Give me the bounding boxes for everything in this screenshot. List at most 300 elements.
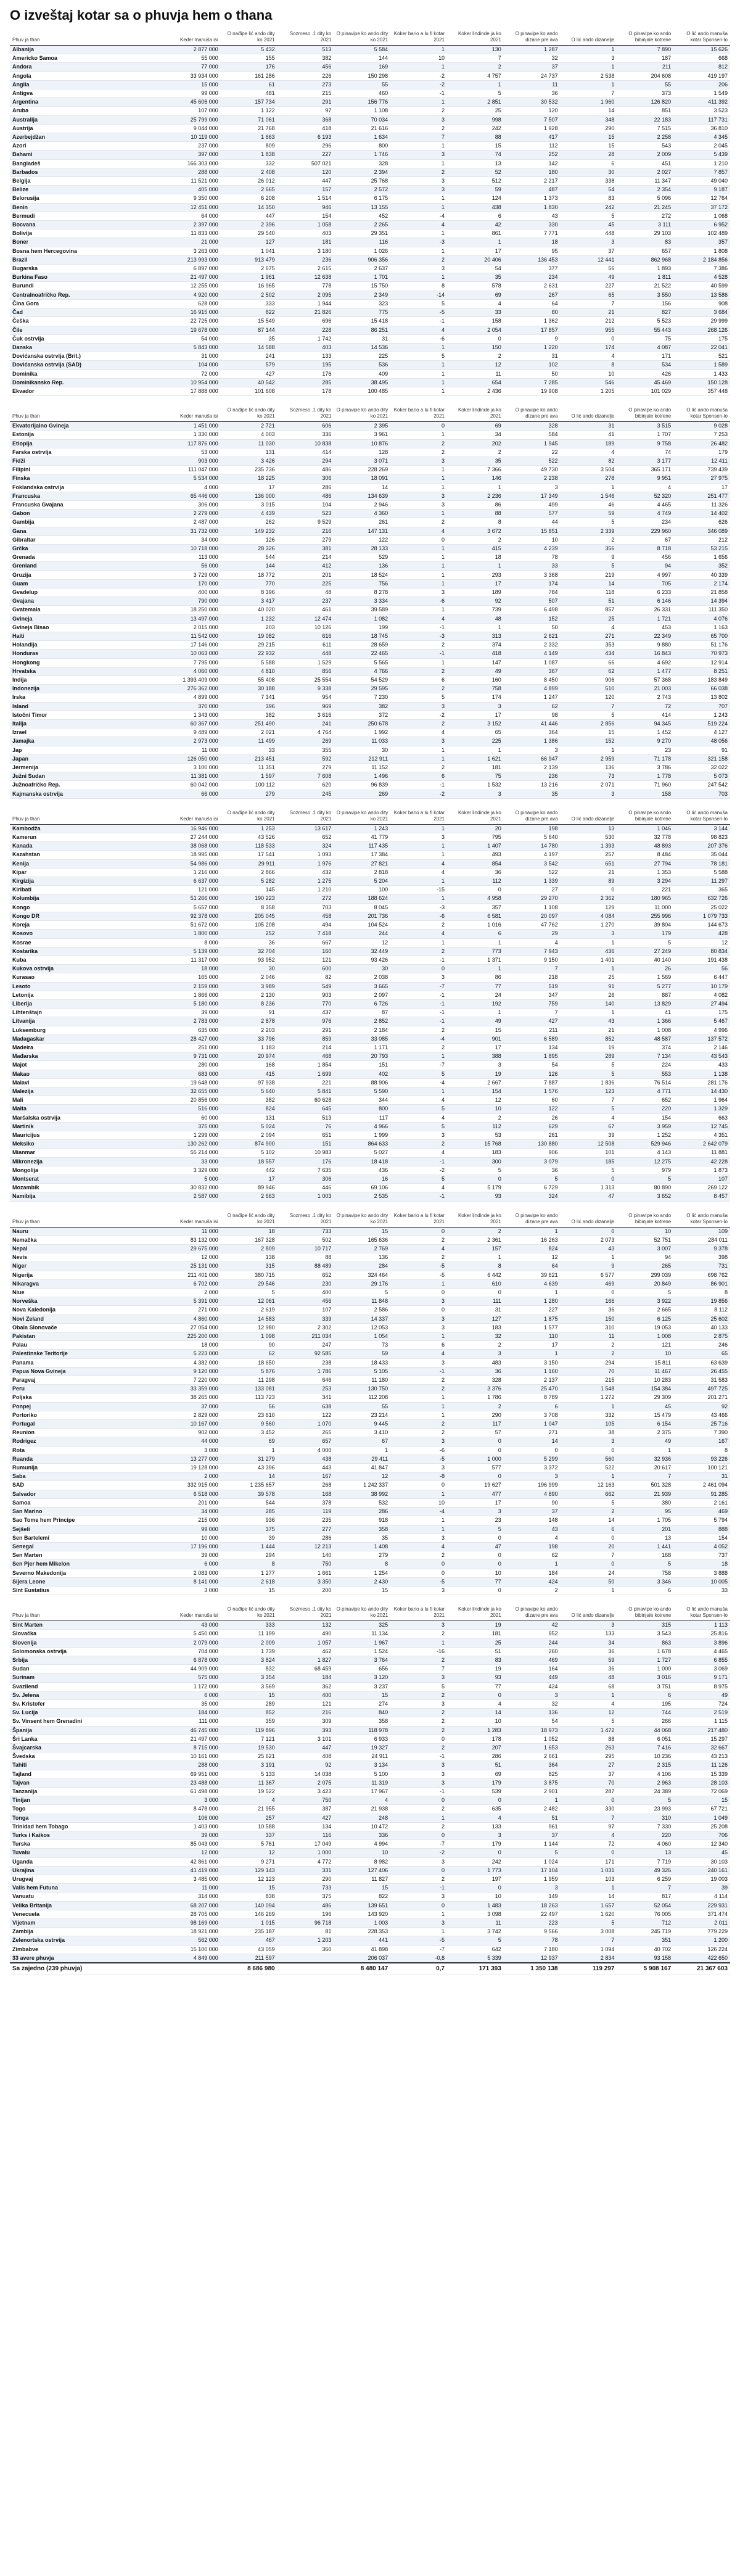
table-cell: 11 000 — [617, 903, 673, 912]
table-cell: 179 — [447, 1778, 504, 1787]
table-cell: 954 — [278, 693, 334, 702]
table-cell: 1 944 — [278, 299, 334, 308]
table-cell: 294 — [221, 1551, 278, 1560]
table-cell: 286 — [334, 1508, 390, 1516]
country-name: Rodrigez — [10, 1437, 164, 1446]
table-cell: 3 — [390, 1761, 447, 1770]
country-name: Irska — [10, 693, 164, 702]
table-row — [10, 1149, 730, 1157]
table-cell: 0 — [390, 1735, 447, 1743]
table-cell: 14 — [504, 1437, 561, 1446]
country-name: Nova Kaledonija — [10, 1306, 164, 1315]
table-cell: 324 464 — [334, 1271, 390, 1279]
table-cell: 7 — [561, 299, 617, 308]
table-cell: 778 — [278, 282, 334, 291]
table-row — [10, 439, 730, 448]
table-cell: 3 485 000 — [164, 1875, 221, 1884]
table-cell: 2 161 — [673, 1498, 730, 1507]
table-cell: 344 — [334, 1096, 390, 1105]
table-cell: 0 — [447, 1534, 504, 1542]
table-cell: 3 069 — [673, 1665, 730, 1674]
table-cell: 3 — [561, 930, 617, 938]
table-cell: 7 515 — [617, 124, 673, 133]
table-cell: 5 — [561, 1919, 617, 1928]
table-cell: 955 — [561, 326, 617, 334]
table-cell: 38 992 — [334, 1490, 390, 1498]
table-cell: 864 633 — [334, 1140, 390, 1149]
table-row — [10, 247, 730, 255]
table-cell: 34 — [447, 431, 504, 439]
country-name: Gibraltar — [10, 535, 164, 544]
table-cell: 2 000 — [164, 1289, 221, 1297]
country-name: Danska — [10, 343, 164, 352]
table-cell: 65 — [447, 729, 504, 737]
table-cell: 181 — [447, 764, 504, 772]
table-cell: 21 955 — [221, 1805, 278, 1814]
table-cell: 1 172 000 — [164, 1682, 221, 1691]
table-cell: 11 297 — [673, 877, 730, 886]
table-cell: 7 719 — [617, 1857, 673, 1866]
country-name: Letonija — [10, 991, 164, 999]
table-cell: 5 657 000 — [164, 903, 221, 912]
table-cell: 418 — [278, 124, 334, 133]
table-cell: 2 354 — [617, 186, 673, 194]
table-cell: 817 — [617, 1893, 673, 1901]
table-row — [10, 938, 730, 947]
table-row — [10, 781, 730, 790]
table-cell: 24 911 — [334, 1752, 390, 1761]
table-cell: 49 — [673, 1691, 730, 1699]
table-cell: 3 111 — [617, 221, 673, 229]
table-cell: 1 046 — [617, 824, 673, 833]
column-header: O pinavipe ko ando bibinjale kotrene — [617, 30, 673, 46]
table-cell: 1 — [334, 1446, 390, 1455]
table-cell: 30 — [334, 965, 390, 973]
table-cell: 69 106 — [334, 1184, 390, 1192]
column-header: O nađipe lić ando dity ko 2021 — [221, 406, 278, 422]
table-cell: 9 566 — [504, 1928, 561, 1936]
table-row — [10, 658, 730, 667]
table-cell: 10 161 000 — [164, 1752, 221, 1761]
table-cell: 211 401 000 — [164, 1271, 221, 1279]
table-cell: 55 408 — [221, 676, 278, 685]
country-name: Tahiti — [10, 1761, 164, 1770]
table-cell: 92 — [673, 1402, 730, 1411]
column-header: Keder manuša isi — [164, 809, 221, 825]
country-name: Majot — [10, 1061, 164, 1070]
country-name: Paragvaj — [10, 1376, 164, 1385]
table-cell: 449 — [504, 1674, 561, 1682]
table-row — [10, 98, 730, 107]
table-cell: 10 — [390, 1498, 447, 1507]
table-cell: 85 043 000 — [164, 1840, 221, 1849]
country-name: Sv. Jelena — [10, 1691, 164, 1699]
table-cell: 3 452 — [221, 1429, 278, 1437]
table-cell: 43 — [504, 1525, 561, 1534]
table-row — [10, 1315, 730, 1323]
table-cell: 706 — [673, 1831, 730, 1840]
table-cell: -1 — [390, 956, 447, 964]
table-cell: 2 — [390, 448, 447, 456]
table-cell: 1 — [561, 1402, 617, 1411]
table-cell: 196 — [278, 1910, 334, 1918]
table-cell: 4 — [390, 1096, 447, 1105]
table-cell: 2 586 — [334, 1306, 390, 1315]
table-cell: 41 — [561, 431, 617, 439]
table-cell: 7 857 — [673, 168, 730, 176]
table-cell: 35 — [334, 1534, 390, 1542]
table-cell: 127 — [447, 1315, 504, 1323]
table-cell: 1 041 — [221, 247, 278, 255]
table-cell: 4 — [561, 623, 617, 632]
table-cell: 336 — [278, 431, 334, 439]
table-cell: 1 — [447, 483, 504, 492]
table-cell: 800 — [334, 142, 390, 151]
table-cell: 3 — [390, 1778, 447, 1787]
table-cell: -1 — [390, 1884, 447, 1893]
table-cell: 3 423 — [278, 1787, 334, 1796]
table-cell: 499 — [504, 500, 561, 509]
table-row — [10, 746, 730, 754]
table-cell: 3 101 — [278, 1735, 334, 1743]
table-cell: 3 672 — [447, 527, 504, 535]
table-cell: 4 766 — [334, 667, 390, 675]
table-cell: 0 — [561, 334, 617, 343]
totals-cell: 0,7 — [390, 1963, 447, 1975]
table-cell: 337 — [221, 1831, 278, 1840]
table-cell: 26 012 — [221, 177, 278, 186]
table-cell: 5 — [617, 1174, 673, 1183]
table-cell: 3 — [561, 1437, 617, 1446]
table-cell: 387 — [278, 1805, 334, 1814]
table-cell: 71 061 — [221, 115, 278, 124]
table-cell: 400 — [278, 1289, 334, 1297]
table-cell: 28 133 — [334, 544, 390, 553]
table-cell: 47 — [561, 1192, 617, 1201]
table-cell: 4 360 — [334, 510, 390, 518]
table-cell: 72 000 — [164, 369, 221, 378]
table-cell: 19 530 — [221, 1743, 278, 1752]
table-cell: 268 126 — [673, 326, 730, 334]
table-cell: 2 339 — [561, 527, 617, 535]
country-name: Sejšeli — [10, 1525, 164, 1534]
table-cell: 3 191 — [221, 1761, 278, 1770]
table-cell: 11 367 — [221, 1778, 278, 1787]
table-cell: 1 838 — [221, 151, 278, 159]
table-cell: 2 618 — [221, 1577, 278, 1586]
table-row — [10, 693, 730, 702]
table-cell: -5 — [390, 1936, 447, 1945]
table-cell: 136 — [504, 1709, 561, 1717]
table-cell: 8 — [447, 518, 504, 527]
table-cell: 1 000 — [447, 1455, 504, 1463]
country-name: Slovenija — [10, 1638, 164, 1647]
table-cell: 3 — [390, 1131, 447, 1139]
country-name: Peru — [10, 1385, 164, 1393]
table-cell: 7 — [504, 1009, 561, 1017]
table-cell: 9 — [561, 553, 617, 562]
table-cell: 6 — [561, 159, 617, 168]
table-cell: 14 — [561, 1893, 617, 1901]
table-cell: 824 — [504, 1245, 561, 1253]
table-cell: 362 — [278, 1682, 334, 1691]
table-cell: 15 — [334, 1227, 390, 1236]
table-cell: 19 053 — [617, 1323, 673, 1332]
table-cell: 181 — [447, 1630, 504, 1638]
table-cell: 25 — [447, 107, 504, 115]
table-cell: 523 — [278, 510, 334, 518]
table-cell: 854 — [447, 859, 504, 868]
column-header: Koker bario a lu fi kotar 2021 — [390, 1605, 447, 1621]
table-cell: 56 — [561, 265, 617, 273]
table-cell: 213 993 000 — [164, 255, 221, 264]
country-name: Bosna hem Hercegovina — [10, 247, 164, 255]
table-cell: 486 — [278, 1901, 334, 1910]
table-cell: 2 332 — [504, 641, 561, 650]
table-cell: 151 — [278, 1140, 334, 1149]
table-cell: 534 — [617, 361, 673, 369]
table-cell: 428 — [673, 930, 730, 938]
table-cell: 1 — [390, 877, 447, 886]
table-cell: 381 — [278, 544, 334, 553]
column-header: Phuv ja than — [10, 1605, 164, 1621]
table-cell: 364 — [504, 1761, 561, 1770]
table-cell: 10 — [617, 1350, 673, 1358]
table-cell: 2 184 — [334, 1026, 390, 1034]
column-header: O lić ando manuša kotar Sponsen-lo — [673, 1212, 730, 1228]
table-cell: 2 502 — [221, 291, 278, 299]
table-cell: 137 572 — [673, 1034, 730, 1043]
table-cell: 9 951 — [617, 474, 673, 483]
table-cell: 9 758 — [617, 439, 673, 448]
table-cell: 30 — [561, 168, 617, 176]
table-row — [10, 159, 730, 168]
country-name: Ruanda — [10, 1455, 164, 1463]
country-name: Češka — [10, 317, 164, 326]
table-row — [10, 1910, 730, 1918]
table-cell: -16 — [390, 1647, 447, 1656]
table-row — [10, 1140, 730, 1149]
table-cell: 3 — [390, 1893, 447, 1901]
table-cell: 2 130 — [221, 991, 278, 999]
table-cell: 4 076 — [673, 614, 730, 623]
table-cell: 2 — [390, 1875, 447, 1884]
table-cell: 4 — [617, 483, 673, 492]
table-cell: 750 — [278, 1796, 334, 1805]
table-cell: 11 — [447, 1919, 504, 1928]
table-cell: 201 — [617, 1525, 673, 1534]
table-cell: 1 967 — [334, 1638, 390, 1647]
table-cell: 6 051 — [617, 1735, 673, 1743]
table-cell: 4 — [390, 221, 447, 229]
country-name: Urugvaj — [10, 1875, 164, 1884]
table-cell: -6 — [390, 912, 447, 920]
country-name: Čad — [10, 308, 164, 317]
table-cell: 94 — [617, 562, 673, 571]
table-cell: 144 673 — [673, 921, 730, 930]
table-row — [10, 89, 730, 98]
country-name: Bahami — [10, 151, 164, 159]
table-cell: 1 243 — [673, 711, 730, 719]
table-cell: 424 — [504, 1577, 561, 1586]
table-cell: 8 982 — [334, 1857, 390, 1866]
table-row — [10, 1822, 730, 1831]
table-cell: 29 309 — [617, 1393, 673, 1402]
country-name: Zambija — [10, 1928, 164, 1936]
table-cell: 146 — [447, 474, 504, 483]
table-row — [10, 378, 730, 387]
table-cell: 43 000 — [164, 1621, 221, 1630]
table-cell: 178 — [447, 1735, 504, 1743]
table-cell: 36 — [504, 1166, 561, 1174]
table-cell: 822 — [221, 308, 278, 317]
table-cell: 60 367 000 — [164, 720, 221, 729]
table-cell: 12 255 000 — [164, 282, 221, 291]
table-cell: 15 100 000 — [164, 1945, 221, 1954]
table-cell: 32 449 — [334, 947, 390, 956]
table-cell: 438 — [278, 1455, 334, 1463]
table-cell: 2 203 — [221, 1026, 278, 1034]
table-row — [10, 851, 730, 859]
table-cell: 46 745 000 — [164, 1726, 221, 1735]
table-cell: 293 — [447, 571, 504, 579]
column-header: Phuv ja than — [10, 1212, 164, 1228]
table-cell: 217 480 — [673, 1726, 730, 1735]
table-cell: 0 — [390, 1569, 447, 1577]
table-cell: 54 000 — [164, 334, 221, 343]
table-cell: 1 597 — [221, 772, 278, 781]
table-row — [10, 562, 730, 571]
table-cell: 62 — [221, 1350, 278, 1358]
table-cell: 827 — [617, 308, 673, 317]
table-cell: 25 — [561, 614, 617, 623]
table-cell: 291 — [278, 98, 334, 107]
table-cell: 481 — [221, 89, 278, 98]
country-name: Čile — [10, 326, 164, 334]
table-cell: 214 — [278, 1043, 334, 1052]
table-cell: 8 457 — [673, 1192, 730, 1201]
table-cell: 9 — [504, 334, 561, 343]
table-cell: 1 — [561, 1586, 617, 1595]
table-cell: 903 000 — [164, 456, 221, 465]
table-cell: 306 — [278, 474, 334, 483]
table-cell: 3 — [390, 1699, 447, 1708]
report-tables — [10, 30, 730, 1975]
table-cell: 7 330 — [617, 1822, 673, 1831]
table-cell: 211 597 — [221, 1954, 278, 1963]
country-name: Vijetnam — [10, 1919, 164, 1928]
table-cell: 6 259 — [617, 1875, 673, 1884]
table-row — [10, 1192, 730, 1201]
table-cell: 15 — [447, 142, 504, 151]
column-header: Sozmeso .1 dity ko 2021 — [278, 406, 334, 422]
table-cell: 37 — [504, 1831, 561, 1840]
table-cell: 38 495 — [334, 378, 390, 387]
country-name: Belgija — [10, 177, 164, 186]
table-cell: 1 678 — [617, 1647, 673, 1656]
table-cell: 703 — [278, 903, 334, 912]
table-cell: 225 200 000 — [164, 1332, 221, 1341]
table-cell: 546 — [561, 378, 617, 387]
country-name: Bermudi — [10, 212, 164, 220]
table-cell: 25 208 — [673, 1822, 730, 1831]
table-cell: 48 — [447, 614, 504, 623]
country-name: Mikronezija — [10, 1157, 164, 1166]
table-cell: 112 — [447, 1122, 504, 1131]
table-cell: 306 000 — [164, 500, 221, 509]
table-cell: 77 — [447, 1577, 504, 1586]
table-cell: 116 — [278, 1831, 334, 1840]
table-cell: 2 079 000 — [164, 1638, 221, 1647]
table-row — [10, 229, 730, 238]
table-cell: 0 — [447, 1472, 504, 1481]
table-cell: 1 — [390, 63, 447, 72]
table-cell: 3 263 000 — [164, 247, 221, 255]
table-row — [10, 273, 730, 282]
table-cell: 19 — [447, 1665, 504, 1674]
table-cell: 64 — [504, 299, 561, 308]
table-cell: 9 271 — [221, 1857, 278, 1866]
table-row — [10, 1857, 730, 1866]
table-cell: 2 665 — [221, 186, 278, 194]
table-cell: 522 — [561, 1464, 617, 1472]
table-cell: 168 — [278, 1490, 334, 1498]
table-cell: 2 217 — [504, 177, 561, 186]
table-cell: 14 — [561, 107, 617, 115]
table-cell: 165 000 — [164, 973, 221, 982]
table-cell: 1 — [390, 203, 447, 212]
table-cell: 3 — [390, 1297, 447, 1306]
table-cell: 4 996 — [673, 1026, 730, 1034]
table-cell: 1 — [561, 746, 617, 754]
table-cell: 2 — [447, 448, 504, 456]
column-header: Koker bario a lu fi kotar 2021 — [390, 406, 447, 422]
column-header: Koker bario a lu fi kotar 2021 — [390, 1212, 447, 1228]
column-header: O pinavipe ko ando bibinjale kotrene — [617, 406, 673, 422]
table-cell: 8 278 — [334, 588, 390, 597]
table-row — [10, 1262, 730, 1271]
table-cell: 324 — [278, 842, 334, 851]
table-cell: 770 — [221, 579, 278, 588]
table-cell: 37 — [561, 247, 617, 255]
table-cell: 784 — [504, 588, 561, 597]
table-cell: 3 329 000 — [164, 1166, 221, 1174]
table-cell: 10 718 000 — [164, 544, 221, 553]
country-name: Etiopija — [10, 439, 164, 448]
table-cell: 154 — [673, 1534, 730, 1542]
table-cell: 28 103 — [673, 1778, 730, 1787]
table-cell: 168 — [617, 1551, 673, 1560]
table-row — [10, 1752, 730, 1761]
table-cell: 2 184 856 — [673, 255, 730, 264]
table-cell: 629 — [504, 1122, 561, 1131]
table-cell: 4 — [561, 1831, 617, 1840]
table-cell: 12 — [447, 361, 504, 369]
table-cell: 3 — [390, 177, 447, 186]
table-cell: 1 959 — [504, 1875, 561, 1884]
table-cell: 49 — [617, 1437, 673, 1446]
table-cell: 2 — [447, 1227, 504, 1236]
table-cell: 8 450 — [504, 676, 561, 685]
column-header: O nađipe lić ando dity ko 2021 — [221, 809, 278, 825]
country-name: Indonezija — [10, 685, 164, 693]
table-cell: 2 436 — [447, 387, 504, 395]
table-cell: 1 452 — [617, 729, 673, 737]
table-cell: 4 000 — [278, 1446, 334, 1455]
table-cell: 3 071 — [334, 456, 390, 465]
table-cell: 1 362 — [504, 317, 561, 326]
table-cell: 388 — [447, 1052, 504, 1061]
